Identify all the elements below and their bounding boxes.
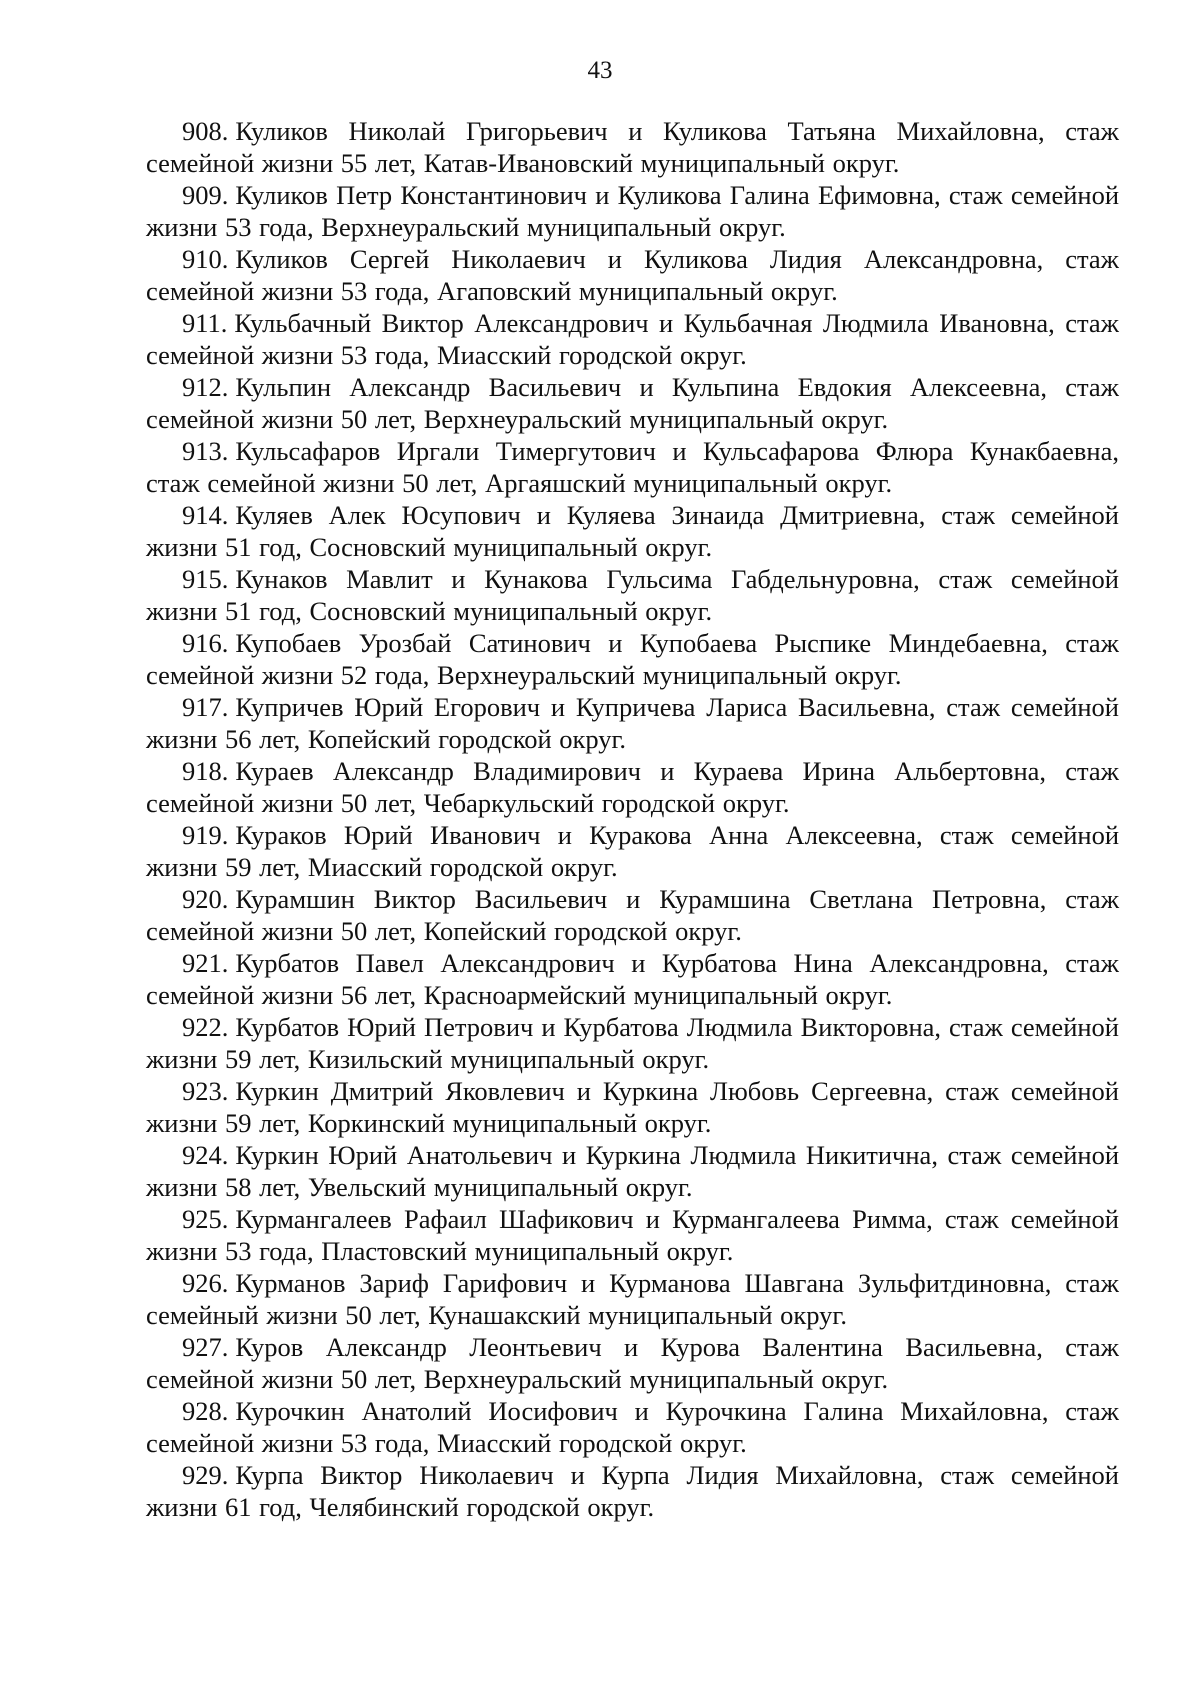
item-number: 929. bbox=[182, 1460, 229, 1490]
item-number: 916. bbox=[182, 628, 229, 658]
item-text: Куркин Дмитрий Яковлевич и Куркина Любовь Сергеевна, стаж семейной жизни 59 лет, Коркинский муниципальный округ. bbox=[146, 1076, 1119, 1138]
item-text: Куляев Алек Юсупович и Куляева Зинаида Дмитриевна, стаж семейной жизни 51 год, Сосновский муниципальный округ. bbox=[146, 500, 1119, 562]
list-item bbox=[146, 115, 1119, 179]
list-item bbox=[146, 627, 1119, 691]
item-number: 914. bbox=[182, 500, 229, 530]
item-text: Кульпин Александр Васильевич и Кульпина Евдокия Алексеевна, стаж семейной жизни 50 лет, Верхнеуральский муниципальный округ. bbox=[146, 372, 1119, 434]
item-number: 928. bbox=[182, 1396, 229, 1426]
item-number: 910. bbox=[182, 244, 229, 274]
list-item bbox=[146, 1203, 1119, 1267]
item-text: Купричев Юрий Егорович и Купричева Лариса Васильевна, стаж семейной жизни 56 лет, Копейский городской округ. bbox=[146, 692, 1119, 754]
item-text: Курамшин Виктор Васильевич и Курамшина Светлана Петровна, стаж семейной жизни 50 лет, Копейский городской округ. bbox=[146, 884, 1119, 946]
item-text: Кураев Александр Владимирович и Кураева Ирина Альбертовна, стаж семейной жизни 50 лет, Чебаркульский городской округ. bbox=[146, 756, 1119, 818]
list-item bbox=[146, 1267, 1119, 1331]
item-text: Курпа Виктор Николаевич и Курпа Лидия Михайловна, стаж семейной жизни 61 год, Челябинский городской округ. bbox=[146, 1460, 1119, 1522]
item-number: 927. bbox=[182, 1332, 229, 1362]
item-number: 922. bbox=[182, 1012, 229, 1042]
item-number: 917. bbox=[182, 692, 229, 722]
item-text: Купобаев Урозбай Сатинович и Купобаева Рыспике Миндебаевна, стаж семейной жизни 52 года, Верхнеуральский муниципальный округ. bbox=[146, 628, 1119, 690]
item-number: 919. bbox=[182, 820, 229, 850]
list-item bbox=[146, 1075, 1119, 1139]
item-number: 913. bbox=[182, 436, 229, 466]
item-number: 918. bbox=[182, 756, 229, 786]
item-text: Кульсафаров Иргали Тимергутович и Кульсафарова Флюра Кунакбаевна, стаж семейной жизни 50 лет, Аргаяшский муниципальный округ. bbox=[146, 436, 1119, 498]
list-item bbox=[146, 755, 1119, 819]
list-item bbox=[146, 1459, 1119, 1523]
item-text: Курмангалеев Рафаил Шафикович и Курмангалеева Римма, стаж семейной жизни 53 года, Пластовский муниципальный округ. bbox=[146, 1204, 1119, 1266]
list-item bbox=[146, 883, 1119, 947]
item-number: 909. bbox=[182, 180, 229, 210]
item-number: 924. bbox=[182, 1140, 229, 1170]
item-text: Кунаков Мавлит и Кунакова Гульсима Габдельнуровна, стаж семейной жизни 51 год, Сосновский муниципальный округ. bbox=[146, 564, 1119, 626]
item-number: 912. bbox=[182, 372, 229, 402]
list-item bbox=[146, 819, 1119, 883]
item-text: Куров Александр Леонтьевич и Курова Валентина Васильевна, стаж семейной жизни 50 лет, Верхнеуральский муниципальный округ. bbox=[146, 1332, 1119, 1394]
item-text: Курбатов Юрий Петрович и Курбатова Людмила Викторовна, стаж семейной жизни 59 лет, Кизильский муниципальный округ. bbox=[146, 1012, 1119, 1074]
item-text: Куликов Николай Григорьевич и Куликова Татьяна Михайловна, стаж семейной жизни 55 лет, Катав-Ивановский муниципальный округ. bbox=[146, 116, 1119, 178]
item-text: Куликов Сергей Николаевич и Куликова Лидия Александровна, стаж семейной жизни 53 года, Агаповский муниципальный округ. bbox=[146, 244, 1119, 306]
list-item bbox=[146, 243, 1119, 307]
item-number: 926. bbox=[182, 1268, 229, 1298]
item-number: 915. bbox=[182, 564, 229, 594]
item-number: 911. bbox=[182, 308, 228, 338]
item-text: Куркин Юрий Анатольевич и Куркина Людмила Никитична, стаж семейной жизни 58 лет, Увельский муниципальный округ. bbox=[146, 1140, 1119, 1202]
list-item bbox=[146, 1331, 1119, 1395]
list-item bbox=[146, 1139, 1119, 1203]
item-number: 925. bbox=[182, 1204, 229, 1234]
list-item bbox=[146, 371, 1119, 435]
list-item bbox=[146, 947, 1119, 1011]
list-item bbox=[146, 563, 1119, 627]
list-item bbox=[146, 179, 1119, 243]
item-text: Кураков Юрий Иванович и Куракова Анна Алексеевна, стаж семейной жизни 59 лет, Миасский городской округ. bbox=[146, 820, 1119, 882]
item-text: Курбатов Павел Александрович и Курбатова Нина Александровна, стаж семейной жизни 56 лет, Красноармейский муниципальный округ. bbox=[146, 948, 1119, 1010]
list-item bbox=[146, 499, 1119, 563]
item-number: 921. bbox=[182, 948, 229, 978]
list-item bbox=[146, 435, 1119, 499]
item-number: 923. bbox=[182, 1076, 229, 1106]
item-number: 908. bbox=[182, 116, 229, 146]
list-item bbox=[146, 307, 1119, 371]
item-text: Кульбачный Виктор Александрович и Кульбачная Людмила Ивановна, стаж семейной жизни 53 года, Миасский городской округ. bbox=[146, 308, 1119, 370]
award-list bbox=[146, 115, 1119, 1523]
list-item bbox=[146, 1011, 1119, 1075]
page-number: 43 bbox=[587, 57, 613, 84]
list-item bbox=[146, 691, 1119, 755]
item-text: Курочкин Анатолий Иосифович и Курочкина Галина Михайловна, стаж семейной жизни 53 года, Миасский городской округ. bbox=[146, 1396, 1119, 1458]
item-text: Куликов Петр Константинович и Куликова Галина Ефимовна, стаж семейной жизни 53 года, Верхнеуральский муниципальный округ. bbox=[146, 180, 1119, 242]
item-number: 920. bbox=[182, 884, 229, 914]
list-item bbox=[146, 1395, 1119, 1459]
item-text: Курманов Зариф Гарифович и Курманова Шавгана Зульфитдиновна, стаж семейный жизни 50 лет, Кунашакский муниципальный округ. bbox=[146, 1268, 1119, 1330]
